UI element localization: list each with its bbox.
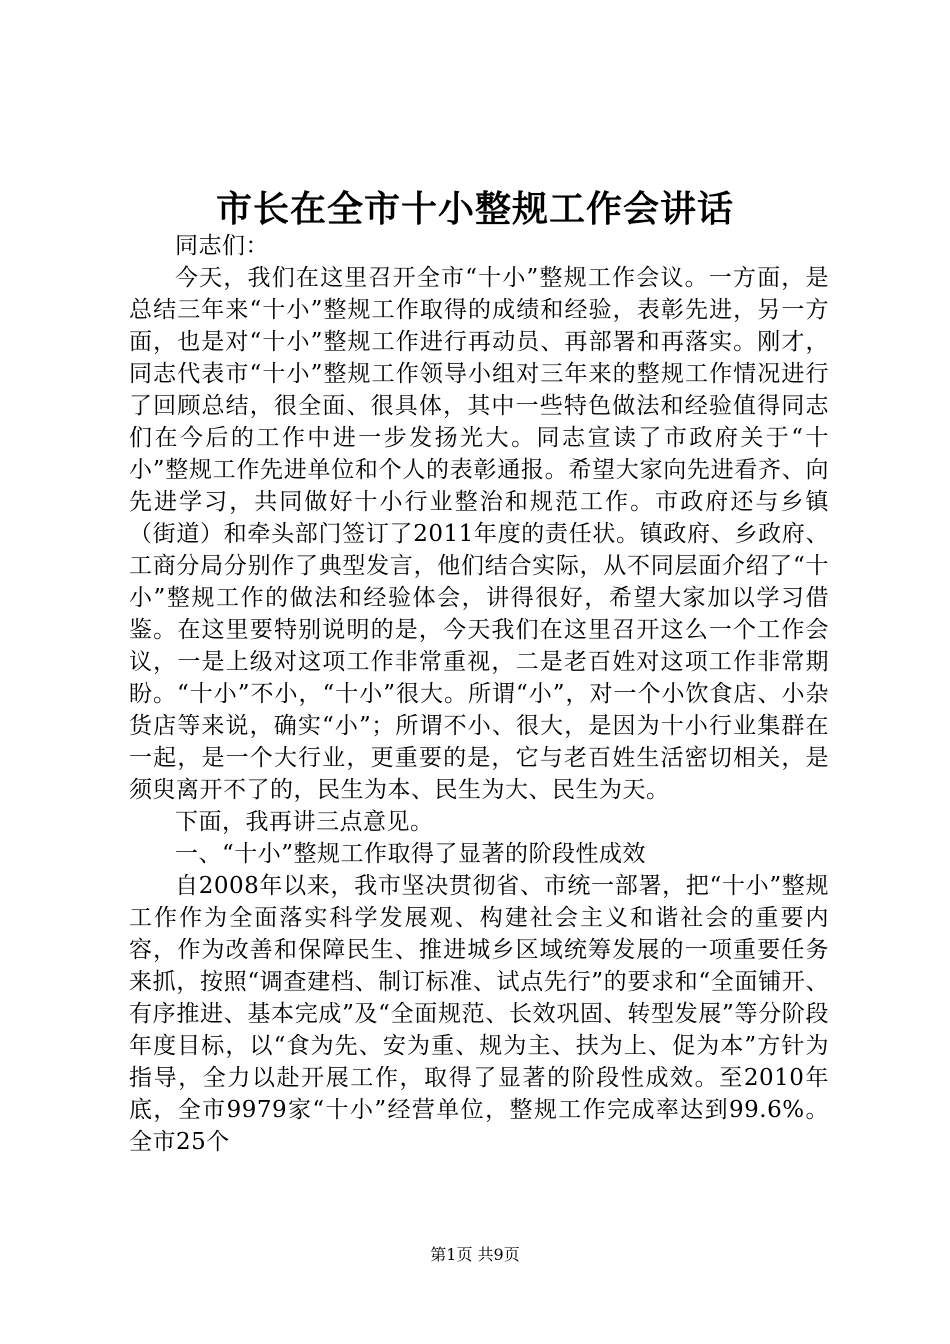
document-title: 市长在全市十小整规工作会讲话	[215, 188, 734, 230]
page-number-footer: 第1页 共9页	[430, 1245, 520, 1264]
document-body	[129, 230, 829, 1158]
body-paragraph: 下面，我再讲三点意见。	[175, 809, 434, 835]
section-heading: 一、“十小”整规工作取得了显著的阶段性成效	[175, 841, 647, 867]
body-paragraph: 今天，我们在这里召开全市“十小”整规工作会议。一方面，是总结三年来“十小”整规工作取得的成绩和经验，表彰先进，另一方面，也是对“十小”整规工作进行再动员、再部署和再落实。刚才，同志代表市“十小”整规工作领导小组对三年来的整规工作情况进行了回顾总结，很全面、很具体，其中一些特色做法和经验值得同志们在今后的工作中进一步发扬光大。同志宣读了市政府关于“十小”整规工作先进单位和个人的表彰通报。希望大家向先进看齐、向先进学习，共同做好十小行业整治和规范工作。市政府还与乡镇（街道）和牵头部门签订了2011年度的责任状。镇政府、乡政府、工商分局分别作了典型发言，他们结合实际，从不同层面介绍了“十小”整规工作的做法和经验体会，讲得很好，希望大家加以学习借鉴。在这里要特别说明的是，今天我们在这里召开这么一个工作会议，一是上级对这项工作非常重视，二是老百姓对这项工作非常期盼。“十小”不小，“十小”很大。所谓“小”，对一个小饮食店、小杂货店等来说，确实“小”；所谓不小、很大，是因为十小行业集群在一起，是一个大行业，更重要的是，它与老百姓生活密切相关，是须臾离开不了的，民生为本、民生为大、民生为天。	[129, 265, 829, 803]
salutation-paragraph: 同志们：	[175, 233, 269, 259]
body-paragraph: 自2008年以来，我市坚决贯彻省、市统一部署，把“十小”整规工作作为全面落实科学发展观、构建社会主义和谐社会的重要内容，作为改善和保障民生、推进城乡区域统筹发展的一项重要任务来抓，按照“调查建档、制订标准、试点先行”的要求和“全面铺开、有序推进、基本完成”及“全面规范、长效巩固、转型发展”等分阶段年度目标，以“食为先、安为重、规为主、扶为上、促为本”方针为指导，全力以赴开展工作，取得了显著的阶段性成效。至2010年底，全市9979家“十小”经营单位，整规工作完成率达到99.6%。全市25个	[129, 873, 829, 1155]
